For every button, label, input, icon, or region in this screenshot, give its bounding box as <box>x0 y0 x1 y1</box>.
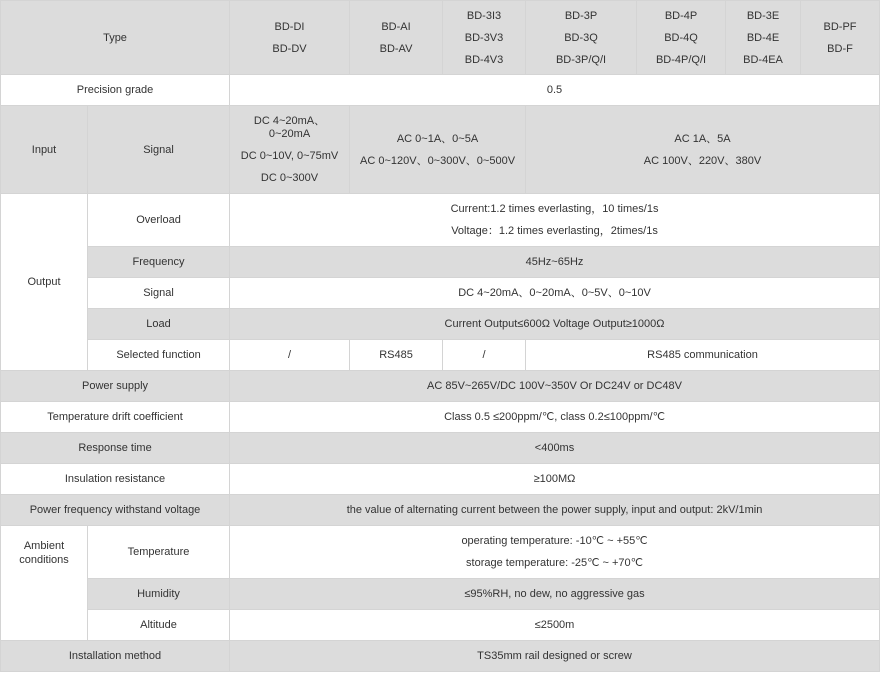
input-ac-large-ranges <box>526 106 880 194</box>
row-label: Response time <box>1 433 230 464</box>
model-name: BD-DV <box>272 42 307 55</box>
range-line: 0~20mA <box>268 127 311 140</box>
overload-values <box>230 194 880 247</box>
model-name: BD-DI <box>274 20 305 33</box>
row-value: TS35mm rail designed or screw <box>230 641 880 672</box>
row-value: AC 85V~265V/DC 100V~350V Or DC24V or DC48V <box>230 371 880 402</box>
group-label-output: Output <box>1 194 88 371</box>
temperature-drift-row <box>1 402 880 433</box>
input-ac-small-ranges <box>350 106 526 194</box>
model-name: BD-AI <box>381 20 411 33</box>
response-time-row <box>1 433 880 464</box>
row-label: Power supply <box>1 371 230 402</box>
group-label-ambient <box>1 526 88 641</box>
row-label: Signal <box>88 106 230 194</box>
row-value: <400ms <box>230 433 880 464</box>
model-name: BD-4P/Q/I <box>655 53 707 66</box>
installation-row <box>1 641 880 672</box>
model-group-pf <box>801 1 880 75</box>
row-label: Insulation resistance <box>1 464 230 495</box>
input-dc-ranges <box>230 106 350 194</box>
range-line: AC 100V、220V、380V <box>643 154 762 167</box>
row-value: 45Hz~65Hz <box>230 247 880 278</box>
row-label: Altitude <box>88 610 230 641</box>
output-overload-row <box>1 194 880 247</box>
row-value: DC 4~20mA、0~20mA、0~5V、0~10V <box>230 278 880 309</box>
model-name: BD-PF <box>823 20 857 33</box>
model-name: BD-F <box>827 42 853 55</box>
model-name: BD-4E <box>746 31 780 44</box>
ambient-temperature-row <box>1 526 880 579</box>
row-label: Load <box>88 309 230 340</box>
input-signal-row <box>1 106 880 194</box>
type-header: Type <box>1 1 230 75</box>
value-line: storage temperature: -25℃ ~ +70℃ <box>466 557 643 569</box>
row-value: RS485 communication <box>526 340 880 371</box>
model-name: BD-3E <box>746 9 780 22</box>
model-name: BD-3Q <box>564 31 598 44</box>
output-frequency-row <box>1 247 880 278</box>
model-name: BD-4EA <box>743 53 783 66</box>
model-name: BD-4V3 <box>464 53 504 66</box>
withstand-voltage-row <box>1 495 880 526</box>
model-group-3phase <box>443 1 526 75</box>
row-value: Class 0.5 ≤200ppm/℃, class 0.2≤100ppm/℃ <box>230 402 880 433</box>
ambient-altitude-row <box>1 610 880 641</box>
model-name: BD-AV <box>379 42 413 55</box>
row-value: RS485 <box>350 340 443 371</box>
range-line: DC 4~20mA、 <box>253 114 326 127</box>
model-name: BD-3I3 <box>466 9 502 22</box>
range-line: DC 0~10V, 0~75mV <box>240 149 339 162</box>
row-label: Power frequency withstand voltage <box>1 495 230 526</box>
row-label: Precision grade <box>1 75 230 106</box>
ambient-humidity-row <box>1 579 880 610</box>
model-group-3p-power <box>526 1 637 75</box>
output-selected-function-row <box>1 340 880 371</box>
model-name: BD-3P/Q/I <box>555 53 607 66</box>
row-value: Current Output≤600Ω Voltage Output≥1000Ω <box>230 309 880 340</box>
value-line: Current:1.2 times everlasting，10 times/1s <box>450 203 659 215</box>
model-group-ac <box>350 1 443 75</box>
row-label: Temperature drift coefficient <box>1 402 230 433</box>
row-value: the value of alternating current between the power supply, input and output: 2kV/1min <box>230 495 880 526</box>
group-label-line: conditions <box>19 554 69 566</box>
model-group-4p-power <box>637 1 726 75</box>
model-name: BD-4P <box>664 9 698 22</box>
row-label: Humidity <box>88 579 230 610</box>
power-supply-row <box>1 371 880 402</box>
row-value: 0.5 <box>230 75 880 106</box>
precision-row <box>1 75 880 106</box>
value-line: Voltage：1.2 times everlasting，2times/1s <box>451 225 658 237</box>
temperature-values <box>230 526 880 579</box>
header-row <box>1 1 880 75</box>
range-line: AC 0~120V、0~300V、0~500V <box>360 154 516 167</box>
model-group-dc <box>230 1 350 75</box>
range-line: DC 0~300V <box>260 171 319 184</box>
output-signal-row <box>1 278 880 309</box>
range-line: AC 0~1A、0~5A <box>396 132 479 145</box>
row-label: Signal <box>88 278 230 309</box>
group-label-line: Ambient <box>23 540 65 552</box>
model-group-energy <box>726 1 801 75</box>
row-label: Installation method <box>1 641 230 672</box>
row-value: ≥100MΩ <box>230 464 880 495</box>
row-value: / <box>443 340 526 371</box>
row-label: Overload <box>88 194 230 247</box>
row-value: / <box>230 340 350 371</box>
row-value: ≤2500m <box>230 610 880 641</box>
model-name: BD-4Q <box>664 31 698 44</box>
insulation-row <box>1 464 880 495</box>
row-label: Temperature <box>88 526 230 579</box>
output-load-row <box>1 309 880 340</box>
model-name: BD-3V3 <box>464 31 504 44</box>
row-label: Selected function <box>88 340 230 371</box>
group-label-input: Input <box>1 106 88 194</box>
model-name: BD-3P <box>564 9 598 22</box>
range-line: AC 1A、5A <box>674 132 731 145</box>
row-label: Frequency <box>88 247 230 278</box>
value-line: operating temperature: -10℃ ~ +55℃ <box>461 535 648 547</box>
row-value: ≤95%RH, no dew, no aggressive gas <box>230 579 880 610</box>
